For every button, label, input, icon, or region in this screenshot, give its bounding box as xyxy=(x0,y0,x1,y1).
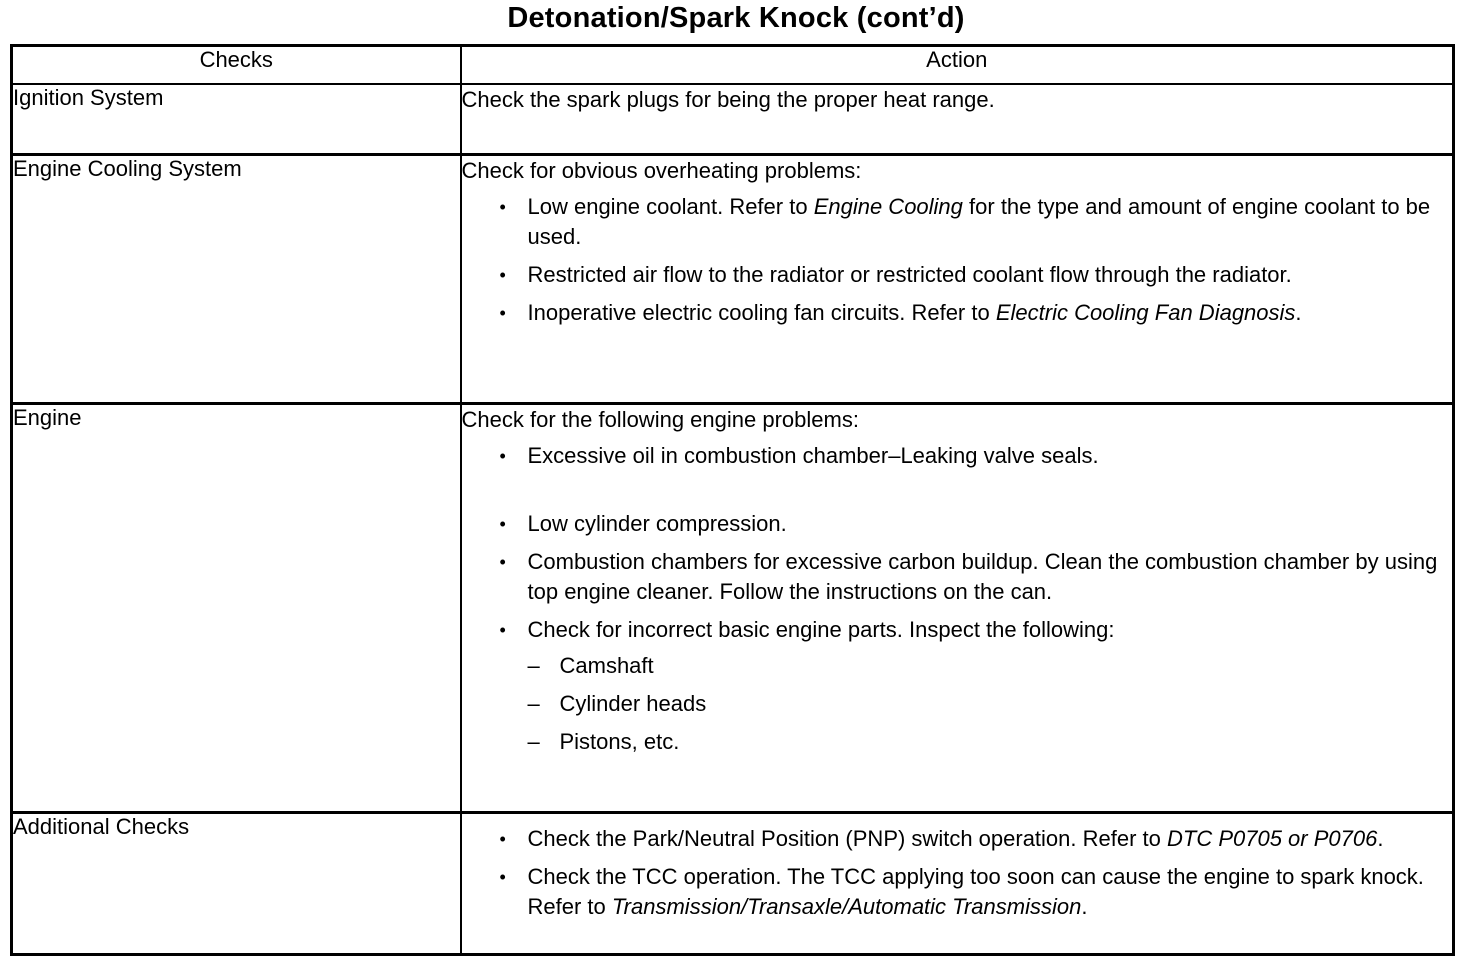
bullet-icon: • xyxy=(499,619,506,640)
list-item: • Restricted air flow to the radiator or restricted coolant flow through the radiator. xyxy=(498,260,1453,290)
bullet-icon: • xyxy=(499,445,506,466)
list-item: • Inoperative electric cooling fan circuits. Refer to Electric Cooling Fan Diagnosis. xyxy=(498,298,1453,328)
table-row xyxy=(12,84,1454,154)
bullet-icon: • xyxy=(499,828,506,849)
sub-list xyxy=(528,651,1453,757)
table-header-row xyxy=(12,46,1454,85)
list-item: • Low cylinder compression. xyxy=(498,509,1453,539)
bullet-icon: • xyxy=(499,302,506,323)
sub-list-item: – Camshaft xyxy=(528,651,1453,681)
page-title: Detonation/Spark Knock (cont’d) xyxy=(507,2,965,34)
bullet-icon: • xyxy=(499,264,506,285)
bullet-list xyxy=(462,441,1453,757)
bullet-icon: • xyxy=(499,513,506,534)
dash-icon: – xyxy=(527,690,540,716)
checks-column-header: Checks xyxy=(12,46,461,85)
bullet-icon: • xyxy=(499,551,506,572)
reference-link: Engine Cooling xyxy=(813,193,963,219)
reference-link: Transmission/Transaxle/Automatic Transmission xyxy=(611,893,1082,919)
table-row xyxy=(12,403,1454,812)
action-cell-cooling xyxy=(461,154,1454,403)
check-cell-engine: Engine xyxy=(12,403,461,812)
reference-link: Electric Cooling Fan Diagnosis xyxy=(995,299,1296,325)
bullet-icon: • xyxy=(499,866,506,887)
dash-icon: – xyxy=(527,728,540,754)
sub-list-item: – Pistons, etc. xyxy=(528,727,1453,757)
action-column-header: Action xyxy=(461,46,1454,85)
action-cell-engine xyxy=(461,403,1454,812)
bullet-list xyxy=(462,824,1453,922)
list-item: • Check the TCC operation. The TCC applying too soon can cause the engine to spark knock. Refer to Transmission/Transaxle/Automatic Transmission. xyxy=(499,863,1424,919)
table-row xyxy=(12,154,1454,403)
diagnostic-table xyxy=(10,44,1455,956)
list-item: • Combustion chambers for excessive carbon buildup. Clean the combustion chamber by using top engine cleaner. Follow the instructions on the can. xyxy=(499,548,1438,604)
list-item: • Check for incorrect basic engine parts. Inspect the following: – Camshaft – Cylinder heads – Pistons, etc. xyxy=(498,615,1453,757)
action-lead: Check for obvious overheating problems: xyxy=(461,157,862,183)
action-cell-additional xyxy=(461,812,1454,954)
check-cell-additional: Additional Checks xyxy=(12,812,461,954)
check-cell-ignition: Ignition System xyxy=(12,84,461,154)
sub-list-item: – Cylinder heads xyxy=(528,689,1453,719)
table-row xyxy=(12,812,1454,954)
action-cell-ignition xyxy=(461,84,1454,154)
reference-link: DTC P0705 or P0706 xyxy=(1167,825,1378,851)
list-item: • Low engine coolant. Refer to Engine Cooling for the type and amount of engine coolant to be used. xyxy=(499,193,1431,249)
list-item: • Check the Park/Neutral Position (PNP) switch operation. Refer to DTC P0705 or P0706. xyxy=(498,824,1453,854)
action-lead: Check for the following engine problems: xyxy=(461,406,859,432)
bullet-list xyxy=(462,192,1453,328)
action-lead: Check the spark plugs for being the proper heat range. xyxy=(461,87,995,112)
bullet-icon: • xyxy=(499,196,506,217)
check-cell-cooling: Engine Cooling System xyxy=(12,154,461,403)
list-item: • Excessive oil in combustion chamber–Leaking valve seals. xyxy=(498,441,1453,471)
dash-icon: – xyxy=(527,652,540,678)
